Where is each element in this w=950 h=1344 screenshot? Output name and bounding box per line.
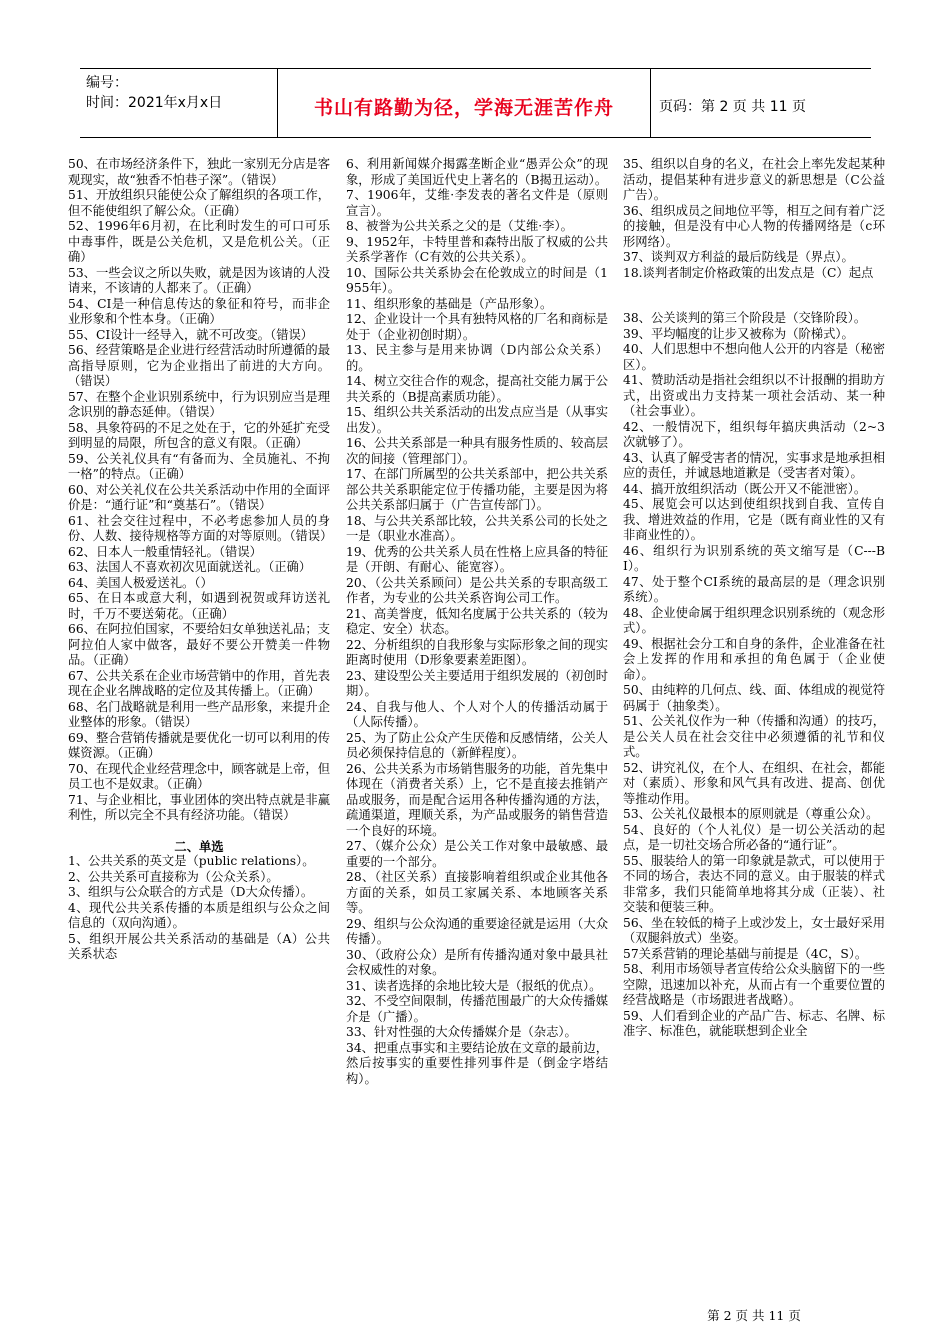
question-item: 4、现代公共关系传播的本质是组织与公众之间信息的（双向沟通）。 bbox=[68, 900, 330, 930]
header-page-cell bbox=[651, 69, 871, 137]
question-item: 23、建设型公关主要适用于组织发展的（初创时期）。 bbox=[346, 668, 608, 698]
paragraph-gap bbox=[623, 281, 885, 296]
question-item: 13、民主参与是用来协调（D内部公众关系）的。 bbox=[346, 343, 608, 373]
question-item: 39、平均幅度的让步又被称为（阶梯式）。 bbox=[623, 326, 854, 341]
question-item: 9、1952年，卡特里普和森特出版了权威的公共关系学著作（C有效的公共关系）。 bbox=[346, 234, 608, 264]
question-item: 54、良好的（个人礼仪）是一切公关活动的起点，是一切社交场合所必备的“通行证”。 bbox=[623, 822, 885, 852]
page-footer: 第 2 页 共 11 页 bbox=[707, 1308, 801, 1323]
question-item: 15、组织公共关系活动的出发点应当是（从事实出发）。 bbox=[346, 405, 608, 435]
question-item: 64、美国人极爱送礼。（） bbox=[68, 575, 213, 590]
question-item: 49、根据社会分工和自身的条件，企业准备在社会上发挥的作用和承担的角色属于（企业使命）。 bbox=[623, 636, 885, 682]
question-item: 6、利用新闻媒介揭露垄断企业“愚弄公众”的现象，形成了美国近代史上著名的（B揭丑运动）。 bbox=[346, 157, 608, 187]
question-item: 51、公关礼仪作为一种（传播和沟通）的技巧，是公关人员在社会交往中必须遵循的礼节和仪式。 bbox=[623, 714, 885, 759]
question-item: 12、企业设计一个具有独特风格的厂名和商标是处于（企业初创时期）。 bbox=[346, 312, 608, 342]
question-item: 65、在日本或意大利，如遇到祝贺或拜访送礼时，千万不要送菊花。（正确） bbox=[68, 591, 330, 621]
question-item: 26、公共关系为市场销售服务的功能，首先集中体现在（消费者关系）上，它不是直接去推销产品或服务，而是配合运用各种传播沟通的方法，疏通渠道，理顺关系，为产品或服务的销售营造一个良好的环境。 bbox=[346, 761, 608, 838]
question-item: 68、名门战略就是利用一些产品形象，来提升企业整体的形象。（错误） bbox=[68, 699, 330, 729]
question-item: 48、企业使命属于组织理念识别系统的（观念形式）。 bbox=[623, 605, 885, 635]
question-item: 60、对公关礼仪在公共关系活动中作用的全面评价是：“通行证”和“奠基石”。（错误） bbox=[68, 482, 330, 512]
question-item: 63、法国人不喜欢初次见面就送礼。（正确） bbox=[68, 560, 312, 574]
question-item: 53、一些会议之所以失败，就是因为该请的人没请来，不该请的人都来了。（正确） bbox=[68, 265, 330, 295]
question-item: 19、优秀的公共关系人员在性格上应具备的特征是（开朗、有耐心、能宽容）。 bbox=[346, 544, 608, 574]
question-item: 18、与公共关系部比较，公共关系公司的长处之一是（职业水准高）。 bbox=[346, 513, 608, 543]
question-item: 20、（公共关系顾问）是公共关系的专职高级工作者，为专业的公共关系咨询公司工作。 bbox=[346, 575, 608, 605]
question-item: 34、把重点事实和主要结论放在文章的最前边，然后按事实的重要性排列事件是（倒金字塔结构）。 bbox=[346, 1040, 608, 1086]
question-item: 52、讲究礼仪，在个人、在组织、在社会，都能对（素质）、形象和风气具有改进、提高、创优等推动作用。 bbox=[623, 760, 885, 806]
question-item: 28、（社区关系）直接影响着组织或企业其他各方面的关系，如员工家属关系、本地顾客关系等。 bbox=[346, 870, 608, 915]
question-item: 31、读者选择的余地比较大是（报纸的优点）。 bbox=[346, 978, 602, 993]
text-column-1 bbox=[68, 157, 333, 963]
question-item: 55、CI设计一经导入，就不可改变。（错误） bbox=[68, 327, 314, 342]
question-item: 47、处于整个CI系统的最高层的是（理念识别系统）。 bbox=[623, 574, 885, 604]
question-item: 21、高美誉度，低知名度属于公共关系的（较为稳定、安全）状态。 bbox=[346, 606, 608, 636]
question-item: 30、（政府公众）是所有传播沟通对象中最具社会权威性的对象。 bbox=[346, 947, 608, 977]
motto: 书山有路勤为径，学海无涯苦作舟 bbox=[313, 96, 614, 119]
question-item: 57、在整个企业识别系统中，行为识别应当是理念识别的静态延伸。（错误） bbox=[68, 389, 330, 419]
text-column-2 bbox=[346, 157, 608, 1087]
question-item: 44、搞开放组织活动（既公开又不能泄密）。 bbox=[623, 481, 867, 496]
question-item: 33、针对性强的大众传播媒介是（杂志）。 bbox=[346, 1025, 577, 1039]
question-item: 2、公共关系可直接称为（公众关系）。 bbox=[68, 869, 279, 884]
question-item: 35、组织以自身的名义，在社会上率先发起某种活动，提倡某种有进步意义的新思想是（C公益广告）。 bbox=[623, 157, 885, 202]
question-item: 5、组织开展公共关系活动的基础是（A）公共关系状态 bbox=[68, 931, 330, 961]
question-item: 55、服装给人的第一印象就是款式，可以使用于不同的场合，表达不同的意义。由于服装的样式非常多，我们只能简单地将其分成（正装）、社交装和便装三种。 bbox=[623, 853, 885, 914]
date-line: 时间：2021年x月x日 bbox=[86, 95, 223, 111]
question-item: 56、经营策略是企业进行经营活动时所遵循的最高指导原则，它为企业指出了前进的大方向。（错误） bbox=[68, 343, 330, 388]
page-header bbox=[80, 68, 871, 138]
question-item: 17、在部门所属型的公共关系部中，把公共关系部公共关系职能定位于传播功能，主要是因为将公共关系部归属于（广告宣传部门）。 bbox=[346, 467, 608, 512]
question-item: 42、一般情况下，组织每年搞庆典活动（2~3次就够了）。 bbox=[623, 419, 885, 449]
question-item: 7、1906年，艾维·李发表的著名文件是（原则宣言）。 bbox=[346, 188, 608, 218]
question-item: 46、组织行为识别系统的英文缩写是（C---BI）。 bbox=[623, 543, 885, 573]
question-item: 56、坐在较低的椅子上或沙发上，女士最好采用（双腿斜放式）坐姿。 bbox=[623, 915, 885, 945]
question-item: 27、（媒介公众）是公关工作对象中最敏感、最重要的一个部分。 bbox=[346, 839, 608, 869]
question-item: 67、公共关系在企业市场营销中的作用，首先表现在企业名牌战略的定位及其传播上。（正确） bbox=[68, 668, 330, 698]
question-item: 37、谈判双方利益的最后防线是（界点）。 bbox=[623, 250, 854, 264]
paragraph-gap bbox=[623, 296, 885, 311]
question-item: 1、公共关系的英文是（public relations）。 bbox=[68, 854, 315, 868]
question-item: 8、被誉为公共关系之父的是（艾维·李）。 bbox=[346, 219, 573, 233]
question-item: 59、公关礼仪具有“有备而为、全员施礼、不拘一格”的特点。（正确） bbox=[68, 451, 330, 481]
question-item: 10、国际公共关系协会在伦敦成立的时间是（1955年）。 bbox=[346, 265, 608, 295]
question-item: 36、组织成员之间地位平等，相互之间有着广泛的接触，但是没有中心人物的传播网络是（c环形网络）。 bbox=[623, 203, 885, 249]
question-item: 3、组织与公众联合的方式是（D大众传播）。 bbox=[68, 885, 314, 899]
question-item: 18.谈判者制定价格政策的出发点是（C）起点 bbox=[623, 265, 874, 280]
question-item: 29、组织与公众沟通的重要途径就是运用（大众传播）。 bbox=[346, 916, 608, 946]
question-item: 14、树立交往合作的观念，提高社交能力属于公共关系的（B提高素质功能）。 bbox=[346, 374, 608, 404]
paragraph-gap bbox=[68, 824, 330, 839]
question-item: 70、在现代企业经营理念中，顾客就是上帝，但员工也不是奴隶。（正确） bbox=[68, 761, 330, 791]
question-item: 58、利用市场领导者宣传给公众头脑留下的一些空隙，迅速加以补充，从而占有一个重要位置的经营战略是（市场跟进者战略）。 bbox=[623, 962, 885, 1007]
question-item: 58、具象符码的不足之处在于，它的外延扩充受到明显的局限，所包含的意义有限。（正确） bbox=[68, 420, 330, 450]
question-item: 62、日本人一般重情轻礼。（错误） bbox=[68, 544, 262, 559]
question-item: 71、与企业相比，事业团体的突出特点就是非赢利性，所以完全不具有经济功能。（错误） bbox=[68, 792, 330, 822]
question-item: 52、1996年6月初，在比利时发生的可口可乐中毒事件，既是公关危机，又是危机公关。（正确） bbox=[68, 219, 330, 264]
question-item: 59、人们看到企业的产品广告、标志、名牌、标准字、标准色，就能联想到企业全 bbox=[623, 1008, 885, 1038]
question-item: 11、组织形象的基础是（产品形象）。 bbox=[346, 296, 553, 311]
question-item: 53、公关礼仪最根本的原则就是（尊重公众）。 bbox=[623, 807, 879, 821]
question-item: 50、在市场经济条件下，独此一家别无分店是客观现实，故“独香不怕巷子深”。（错误） bbox=[68, 157, 330, 187]
question-item: 38、公关谈判的第三个阶段是（交锋阶段）。 bbox=[623, 311, 867, 325]
question-item: 43、认真了解受害者的情况，实事求是地承担相应的责任，并诚恳地道歉是（受害者对策）。 bbox=[623, 450, 885, 480]
question-item: 22、分析组织的自我形象与实际形象之间的现实距离时使用（D形象要素差距图）。 bbox=[346, 637, 608, 667]
question-item: 69、整合营销传播就是要优化一切可以利用的传媒资源。（正确） bbox=[68, 730, 330, 760]
question-item: 50、由纯粹的几何点、线、面、体组成的视觉符码属于（抽象类）。 bbox=[623, 683, 885, 713]
question-item: 40、人们思想中不想向他人公开的内容是（秘密区）。 bbox=[623, 342, 885, 372]
question-item: 61、社会交往过程中，不必考虑参加人员的身份、人数、接待规格等方面的对等原则。（错误） bbox=[68, 513, 333, 543]
question-item: 57关系营销的理论基础与前提是（4C，S）。 bbox=[623, 946, 868, 961]
header-page-info: 页码：第 2 页 共 11 页 bbox=[659, 99, 806, 115]
question-item: 16、公共关系部是一种具有服务性质的、较高层次的间接（管理部门）。 bbox=[346, 436, 608, 466]
question-item: 24、自我与他人、个人对个人的传播活动属于（人际传播）。 bbox=[346, 699, 608, 729]
question-item: 32、不受空间限制，传播范围最广的大众传播媒介是（广播）。 bbox=[346, 994, 608, 1024]
question-item: 54、CI是一种信息传达的象征和符号，而非企业形象和个性本身。（正确） bbox=[68, 296, 330, 326]
doc-number-label: 编号： bbox=[86, 75, 128, 91]
text-column-3 bbox=[623, 157, 885, 1040]
question-item: 66、在阿拉伯国家，不要给妇女单独送礼品；支阿拉伯人家中做客，最好不要公开赞美一件物品。（正确） bbox=[68, 622, 330, 667]
question-item: 45、展览会可以达到使组织找到自我、宣传自我、增进效益的作用，它是（既有商业性的又有非商业性的）。 bbox=[623, 497, 885, 542]
section-title: 二、单选 bbox=[174, 838, 224, 854]
header-meta bbox=[80, 69, 278, 137]
question-item: 51、开放组织只能使公众了解组织的各项工作，但不能使组织了解公众。（正确） bbox=[68, 188, 330, 218]
question-item: 41、赞助活动是指社会组织以不计报酬的捐助方式，出资或出力支持某一项社会活动、某一种（社会事业）。 bbox=[623, 373, 885, 418]
header-motto-cell bbox=[278, 69, 651, 137]
question-item: 25、为了防止公众产生厌倦和反感情绪，公关人员必须保持信息的（新鲜程度）。 bbox=[346, 730, 608, 760]
